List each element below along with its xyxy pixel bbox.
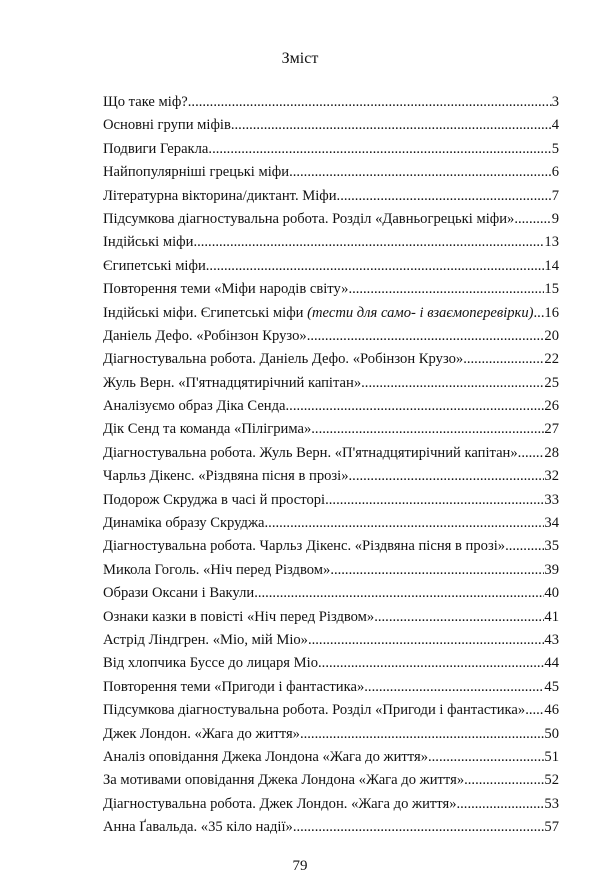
page-number: 79 (292, 858, 308, 874)
toc-entry-title: Чарльз Дікенс. «Різдвяна пісня в прозі» (103, 468, 349, 485)
toc-entry-page: 16 (544, 304, 559, 321)
toc-entry-page: 20 (544, 327, 559, 344)
toc-entry-title: Основні групи міфів (103, 117, 231, 134)
toc-entry-title: Від хлопчика Буссе до лицаря Міо (103, 655, 319, 672)
dot-leader (428, 746, 544, 769)
dot-leader (231, 114, 552, 137)
toc-entry-title: Діагностувальна робота. Джек Лондон. «Жага до життя» (103, 795, 457, 812)
dot-leader (525, 699, 544, 722)
toc-entry-title: Анна Ґавальда. «35 кіло надії» (103, 819, 293, 836)
toc-entry-title: Подорож Скруджа в часі й просторі (103, 491, 326, 508)
toc-entry-title-italic: (тести для само- і взаємоперевірки) (307, 304, 534, 321)
toc-entry (103, 418, 559, 441)
dot-leader (208, 138, 551, 161)
toc-entry (103, 114, 559, 137)
toc-entry-title: Динаміка образу Скруджа (103, 515, 265, 532)
toc-entry (103, 559, 559, 582)
toc-entry (103, 278, 559, 301)
toc-entry (103, 769, 559, 792)
dot-leader (534, 302, 545, 325)
dot-leader (514, 208, 551, 231)
dot-leader (318, 652, 544, 675)
toc-entry-page: 7 (551, 187, 559, 204)
dot-leader (457, 793, 545, 816)
toc-entry (103, 676, 559, 699)
toc-entry-page: 15 (544, 281, 559, 298)
dot-leader (307, 325, 545, 348)
toc-entry-title: Даніель Дефо. «Робінзон Крузо» (103, 327, 307, 344)
toc-entry-page: 41 (544, 608, 559, 625)
dot-leader (349, 465, 545, 488)
toc-entry-title: Дік Сенд та команда «Пілігрима» (103, 421, 312, 438)
dot-leader (330, 559, 544, 582)
dot-leader (518, 442, 545, 465)
dot-leader (308, 629, 544, 652)
toc-entry-page: 33 (544, 491, 559, 508)
toc-entry (103, 512, 559, 535)
toc-entry (103, 793, 559, 816)
toc-entry (103, 255, 559, 278)
toc-entry-page: 51 (544, 748, 559, 765)
toc-entry (103, 816, 559, 839)
toc-entry-title: Літературна вікторина/диктант. Міфи (103, 187, 337, 204)
toc-entry-title: Астрід Ліндгрен. «Міо, мій Міо» (103, 631, 308, 648)
dot-leader (337, 185, 552, 208)
toc-entry (103, 606, 559, 629)
toc-entry-title: Діагностувальна робота. Чарльз Дікенс. «Різдвяна пісня в прозі» (103, 538, 506, 555)
toc-entry-page: 34 (544, 515, 559, 532)
toc-entry-title: Ознаки казки в повісті «Ніч перед Різдвом» (103, 608, 375, 625)
toc-entry-page: 28 (544, 444, 559, 461)
toc-entry-page: 52 (544, 772, 559, 789)
toc-entry-title: Подвиги Геракла (103, 140, 209, 157)
toc-entry (103, 372, 559, 395)
dot-leader (374, 606, 544, 629)
toc-entry (103, 302, 559, 325)
toc-entry-title: Найпопулярніші грецькі міфи (103, 164, 290, 181)
toc-entry (103, 325, 559, 348)
dot-leader (361, 372, 544, 395)
toc-entry (103, 231, 559, 254)
toc-entry-page: 26 (544, 398, 559, 415)
toc-entry-page: 35 (544, 538, 559, 555)
dot-leader (206, 255, 545, 278)
toc-entry-page: 40 (544, 585, 559, 602)
table-of-contents (103, 91, 559, 840)
dot-leader (254, 582, 544, 605)
toc-entry-title: Микола Гоголь. «Ніч перед Різдвом» (103, 561, 331, 578)
toc-entry-title: Діагностувальна робота. Жуль Верн. «П'ятнадцятирічний капітан» (103, 444, 518, 461)
toc-entry-page: 13 (544, 234, 559, 251)
toc-entry-title: За мотивами оповідання Джека Лондона «Жага до життя» (103, 772, 465, 789)
toc-entry-page: 9 (551, 210, 559, 227)
dot-leader (193, 231, 544, 254)
toc-entry-page: 46 (544, 702, 559, 719)
dot-leader (289, 161, 552, 184)
dot-leader (325, 489, 544, 512)
toc-entry (103, 629, 559, 652)
page-title: Зміст (281, 50, 319, 67)
dot-leader (348, 278, 544, 301)
toc-entry-page: 22 (544, 351, 559, 368)
toc-entry-page: 45 (544, 678, 559, 695)
toc-entry-title: Повторення теми «Міфи народів світу» (103, 281, 349, 298)
dot-leader (293, 816, 545, 839)
toc-entry (103, 161, 559, 184)
toc-entry-title: Підсумкова діагностувальна робота. Розділ «Пригоди і фантастика» (103, 702, 526, 719)
toc-entry (103, 208, 559, 231)
dot-leader (188, 91, 552, 114)
toc-entry-title: Образи Оксани і Вакули (103, 585, 255, 602)
toc-entry-page: 57 (544, 819, 559, 836)
toc-entry (103, 535, 559, 558)
dot-leader (311, 418, 544, 441)
toc-entry-page: 44 (544, 655, 559, 672)
toc-entry-title: Що таке міф? (103, 94, 188, 110)
toc-entry (103, 91, 559, 114)
toc-entry-title: Аналіз оповідання Джека Лондона «Жага до життя» (103, 748, 428, 765)
dot-leader (286, 395, 545, 418)
dot-leader (265, 512, 545, 535)
toc-entry-title: Джек Лондон. «Жага до життя» (103, 725, 300, 742)
toc-entry (103, 489, 559, 512)
toc-entry-title: Індійські міфи (103, 234, 194, 251)
toc-entry (103, 138, 559, 161)
toc-entry-title: Повторення теми «Пригоди і фантастика» (103, 678, 365, 695)
toc-entry-page: 39 (544, 561, 559, 578)
toc-entry-title: Підсумкова діагностувальна робота. Розділ «Давньогрецькі міфи» (103, 210, 515, 227)
toc-entry (103, 442, 559, 465)
toc-entry (103, 746, 559, 769)
toc-entry-page: 27 (544, 421, 559, 438)
toc-entry (103, 723, 559, 746)
toc-entry-page: 43 (544, 631, 559, 648)
toc-entry-page: 4 (551, 117, 559, 134)
toc-entry (103, 395, 559, 418)
toc-entry (103, 699, 559, 722)
dot-leader (300, 723, 544, 746)
toc-entry-page: 53 (544, 795, 559, 812)
toc-entry (103, 348, 559, 371)
dot-leader (464, 769, 544, 792)
toc-entry-page: 32 (544, 468, 559, 485)
toc-entry (103, 582, 559, 605)
toc-entry-page: 6 (551, 164, 559, 181)
toc-entry (103, 185, 559, 208)
toc-entry-title: Жуль Верн. «П'ятнадцятирічний капітан» (103, 374, 362, 391)
toc-entry-page: 5 (551, 140, 559, 157)
toc-entry-title: Індійські міфи. Єгипетські міфи (тести для само- і взаємоперевірки) (103, 304, 534, 321)
toc-entry (103, 652, 559, 675)
toc-entry-page: 50 (544, 725, 559, 742)
dot-leader (364, 676, 544, 699)
toc-entry (103, 465, 559, 488)
toc-entry-title: Аналізуємо образ Діка Сенда (103, 398, 286, 415)
dot-leader (463, 348, 544, 371)
toc-entry-title: Єгипетські міфи (103, 257, 206, 274)
toc-entry-title: Діагностувальна робота. Даніель Дефо. «Робінзон Крузо» (103, 351, 464, 368)
toc-entry-page: 3 (551, 94, 559, 110)
toc-entry-page: 25 (544, 374, 559, 391)
dot-leader (505, 535, 544, 558)
toc-entry-page: 14 (544, 257, 559, 274)
